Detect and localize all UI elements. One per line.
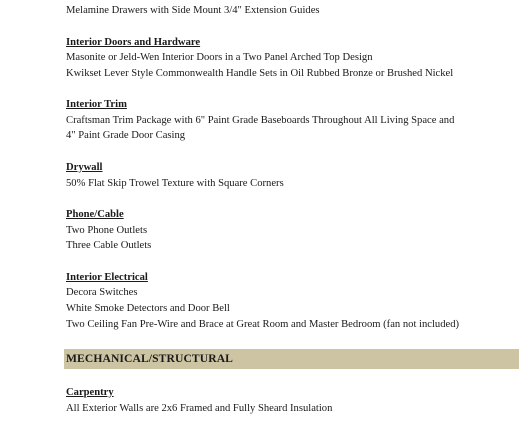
drawers-line: Melamine Drawers with Side Mount 3/4" Extension Guides	[66, 5, 320, 16]
interior-doors-item: Kwikset Lever Style Commonwealth Handle Sets in Oil Rubbed Bronze or Brushed Nickel	[66, 68, 454, 79]
interior-doors-heading: Interior Doors and Hardware	[66, 37, 201, 48]
drywall-item: 50% Flat Skip Trowel Texture with Square Corners	[66, 178, 284, 189]
interior-electrical-heading: Interior Electrical	[66, 272, 148, 283]
interior-trim-item: 4" Paint Grade Door Casing	[66, 130, 186, 141]
interior-electrical-item: Decora Switches	[66, 287, 138, 298]
interior-electrical-item: Two Ceiling Fan Pre-Wire and Brace at Great Room and Master Bedroom (fan not included)	[66, 319, 460, 330]
phone-cable-item: Three Cable Outlets	[66, 240, 152, 251]
interior-doors-item: Masonite or Jeld-Wen Interior Doors in a Two Panel Arched Top Design	[66, 52, 373, 63]
section-header-title: MECHANICAL/STRUCTURAL	[66, 352, 234, 365]
carpentry-item: All Exterior Walls are 2x6 Framed and Fully Sheard Insulation	[66, 403, 333, 414]
section-header-band	[64, 349, 519, 369]
interior-trim-heading: Interior Trim	[66, 99, 127, 110]
carpentry-heading: Carpentry	[66, 387, 114, 398]
interior-electrical-item: White Smoke Detectors and Door Bell	[66, 303, 230, 314]
interior-trim-item: Craftsman Trim Package with 6" Paint Grade Baseboards Throughout All Living Space and	[66, 115, 455, 126]
phone-cable-heading: Phone/Cable	[66, 209, 124, 220]
drywall-heading: Drywall	[66, 162, 103, 173]
phone-cable-item: Two Phone Outlets	[66, 225, 148, 236]
